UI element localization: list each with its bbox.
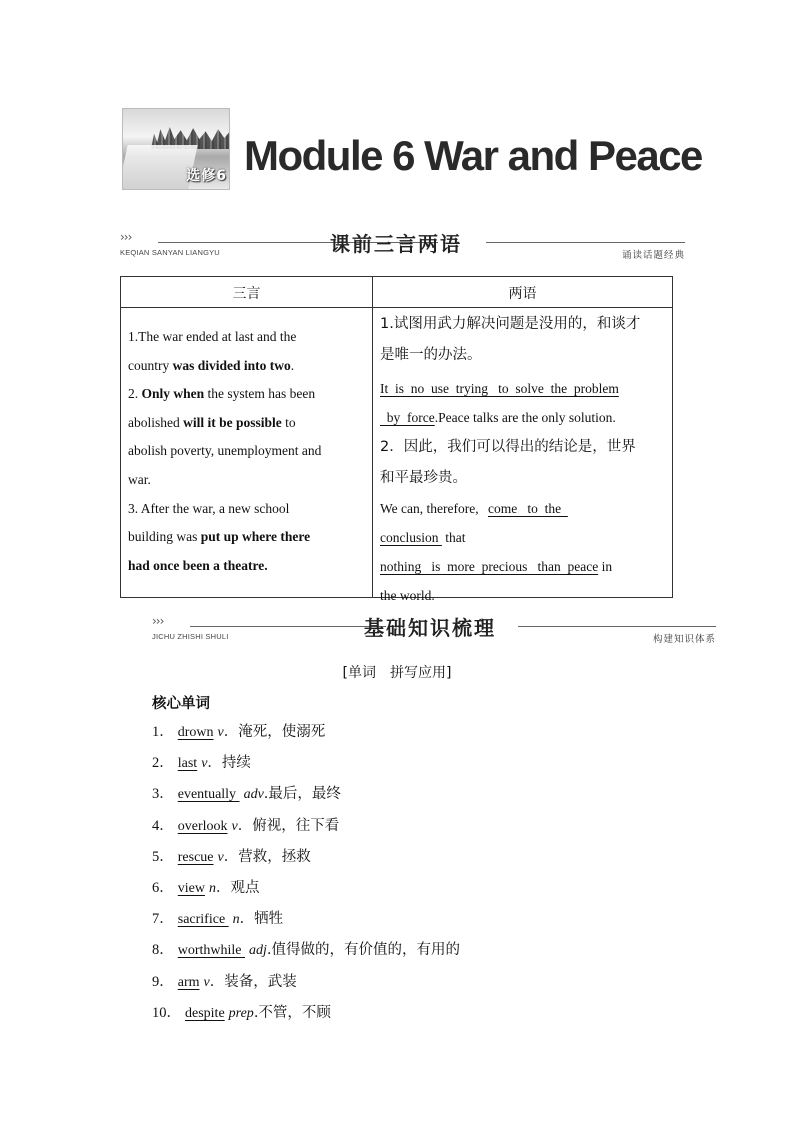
key-phrase: was divided into two <box>172 357 291 373</box>
word-list <box>152 720 460 1032</box>
vocab-word: sacrifice <box>177 912 229 928</box>
key-phrase: Only when <box>141 386 205 402</box>
text: After the war, a new school <box>140 500 290 516</box>
list-item <box>152 845 460 876</box>
text: We can, therefore, <box>380 501 479 516</box>
sentence-3-line-1 <box>128 495 360 524</box>
vocab-word: overlook <box>177 818 228 834</box>
list-item <box>152 876 460 907</box>
separator: ． <box>239 911 255 928</box>
translation-1-cn-line-2: 是唯一的办法。 <box>380 347 482 363</box>
chevrons-icon: ››› <box>152 614 164 628</box>
core-words-label: 核心单词 <box>152 696 210 712</box>
sentence-1-line-2 <box>128 352 360 381</box>
vocab-word: rescue <box>177 849 214 865</box>
item-number: 1． <box>152 724 174 740</box>
module-header <box>122 108 702 192</box>
vocab-word: last <box>177 756 198 772</box>
definition: 观点 <box>230 879 260 896</box>
section-pinyin: KEQIAN SANYAN LIANGYU <box>120 248 220 257</box>
separator: ． <box>207 755 222 772</box>
list-item <box>152 938 460 969</box>
translation-1-en-line-2 <box>380 403 664 432</box>
table-header-sanyan: 三言 <box>232 286 261 302</box>
item-number: 3． <box>152 786 174 803</box>
banner-divider-left <box>190 626 386 627</box>
text: . <box>290 357 295 373</box>
list-item <box>152 814 460 845</box>
text: country <box>128 357 170 373</box>
list-item <box>152 782 460 813</box>
item-number: 6． <box>152 879 174 896</box>
translation-2-en-line-3 <box>380 552 664 581</box>
translation-2-en-line-1 <box>380 494 664 523</box>
badge-label: 选修6 <box>186 168 227 184</box>
sentence-1-line-1: 1.The war ended at last and the <box>128 329 297 344</box>
translation-2-en-line-2 <box>380 523 664 552</box>
phrase-table <box>120 276 673 603</box>
sentences-cell <box>128 323 360 580</box>
text: in <box>601 559 613 574</box>
vocab-word: drown <box>177 725 214 740</box>
section-pinyin: JICHU ZHISHI SHULI <box>152 632 229 641</box>
definition: 装备，武装 <box>224 973 297 990</box>
part-of-speech: v <box>231 818 238 834</box>
section-title: 课前三言两语 <box>330 232 462 256</box>
translation-1-en-line-1: It is no use trying to solve the problem <box>380 381 619 396</box>
translation-2-en-line-4: the world. <box>380 588 435 603</box>
text: that <box>445 530 466 545</box>
separator: ． <box>237 817 253 834</box>
table-column-divider <box>372 277 373 597</box>
sentence-2-line-4: war. <box>128 471 151 487</box>
separator: . <box>253 1004 259 1021</box>
separator: ． <box>223 724 239 740</box>
item-number: 5． <box>152 848 174 865</box>
list-item <box>152 907 460 938</box>
vocab-word: view <box>177 880 205 896</box>
item-number: 4． <box>152 817 174 834</box>
section-title: 基础知识梳理 <box>364 616 496 640</box>
chevrons-icon: ››› <box>120 230 132 244</box>
item-number: 7． <box>152 911 174 928</box>
vocab-word: eventually <box>177 787 240 803</box>
sentence-number: 3. <box>128 500 139 516</box>
definition: 俯视，往下看 <box>252 817 340 834</box>
part-of-speech: v <box>203 974 210 990</box>
translations-cell <box>380 307 664 610</box>
separator: ． <box>209 973 225 990</box>
translation-2-cn-line-2: 和平最珍贵。 <box>380 470 467 486</box>
translation-1-cn-line-1: 1.试图用武力解决问题是没用的，和谈才 <box>380 316 641 332</box>
subheading: [单词 拼写应用] <box>342 665 452 681</box>
definition: 最后，最终 <box>268 786 341 803</box>
module-badge-image <box>122 108 230 190</box>
section-tag: 诵读话题经典 <box>621 250 685 261</box>
part-of-speech: adj <box>249 943 267 959</box>
separator: ． <box>215 879 231 896</box>
definition: 营救，拯救 <box>238 848 311 865</box>
definition: 牺牲 <box>254 911 284 928</box>
text: the system has been <box>207 386 316 402</box>
answer-blank: nothing is more precious than peace <box>380 559 599 574</box>
list-item <box>152 720 460 751</box>
banner-divider-right <box>486 242 685 243</box>
part-of-speech: n <box>232 912 240 928</box>
list-item <box>152 1001 460 1032</box>
part-of-speech: v <box>217 725 224 740</box>
module-title: Module 6 War and Peace <box>244 132 702 179</box>
section-banner-preview <box>120 228 685 264</box>
vocab-word: despite <box>185 1005 225 1021</box>
separator: ． <box>223 848 239 865</box>
key-phrase: put up where there <box>200 529 311 545</box>
sentence-2-line-2 <box>128 409 360 438</box>
table-header-liangyu: 两语 <box>508 286 537 302</box>
answer-blank: conclusion <box>380 530 442 545</box>
key-phrase: will it be possible <box>183 414 282 430</box>
part-of-speech: n <box>208 880 216 896</box>
part-of-speech: prep <box>228 1005 254 1021</box>
vocab-word: arm <box>177 974 200 990</box>
list-item <box>152 970 460 1001</box>
sentence-3-line-3: had once been a theatre. <box>128 557 268 573</box>
part-of-speech: v <box>217 849 224 865</box>
text: abolished <box>128 414 180 430</box>
definition: 值得做的，有价值的，有用的 <box>271 942 461 959</box>
translation-2-cn-line-1: 2．因此，我们可以得出的结论是，世界 <box>380 439 636 455</box>
vocab-word: worthwhile <box>177 943 246 959</box>
part-of-speech: v <box>201 756 208 772</box>
section-banner-basics <box>152 612 716 648</box>
item-number: 9． <box>152 973 174 990</box>
sentence-2-line-3: abolish poverty, unemployment and <box>128 443 322 459</box>
text: to <box>285 414 296 430</box>
list-item <box>152 751 460 782</box>
sentence-3-line-2 <box>128 523 360 552</box>
separator: . <box>266 942 272 959</box>
definition: 持续 <box>221 755 251 772</box>
item-number: 10． <box>152 1004 181 1021</box>
separator: . <box>263 786 269 803</box>
section-tag: 构建知识体系 <box>652 634 716 645</box>
item-number: 8． <box>152 942 174 959</box>
text: .Peace talks are the only solution. <box>434 410 616 425</box>
definition: 淹死，使溺死 <box>238 724 326 740</box>
answer-blank: come to the <box>487 501 568 516</box>
text: building was <box>128 529 198 545</box>
definition: 不管，不顾 <box>258 1004 331 1021</box>
part-of-speech: adv <box>243 787 264 803</box>
sentence-number: 2. <box>128 386 139 402</box>
answer-blank: by force <box>380 410 435 425</box>
banner-divider-right <box>518 626 716 627</box>
item-number: 2． <box>152 755 174 772</box>
sentence-2-line-1 <box>128 380 360 409</box>
